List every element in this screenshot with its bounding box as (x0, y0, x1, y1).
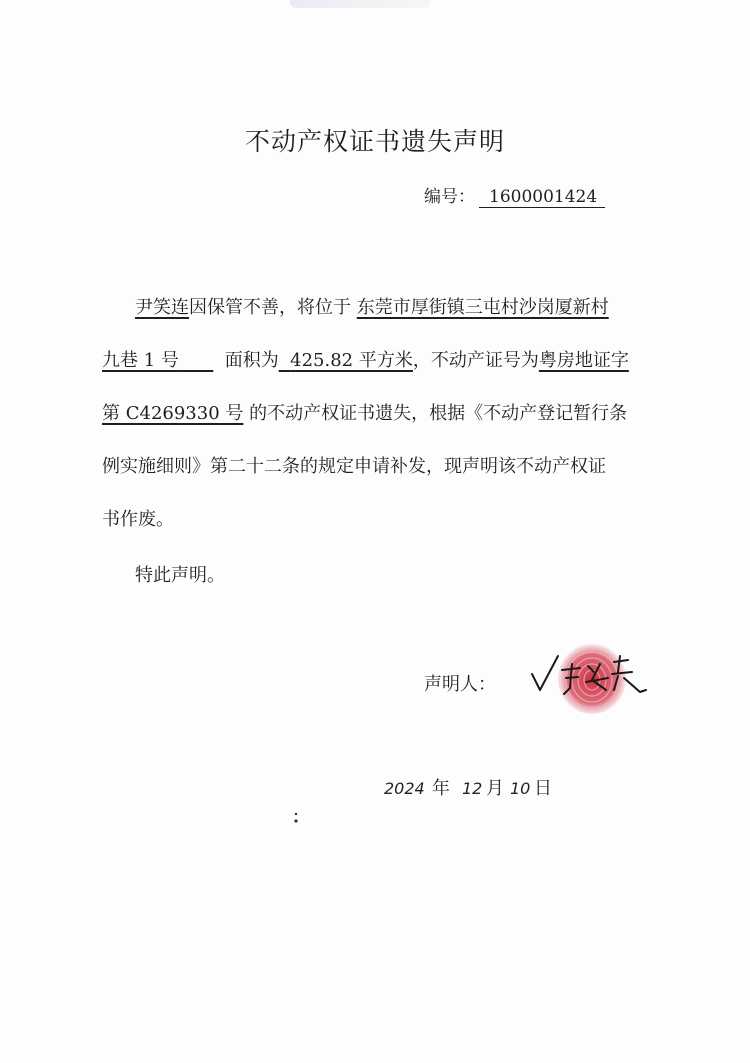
serial-number-row (424, 182, 605, 208)
date-year-char: 年 (432, 778, 450, 799)
body-line-1 (135, 296, 609, 320)
cert-number-part-b: 第 C4269330 号 (102, 403, 244, 424)
body-text-1: 因保管不善，将位于 (189, 297, 351, 318)
body-text-2: ，不动产证号为 (412, 350, 539, 371)
closing-statement: 特此声明。 (135, 565, 225, 586)
date-month: 12 (462, 779, 483, 798)
address-part-a: 东莞市厚街镇三屯村沙岗厦新村 (356, 297, 609, 318)
cert-number-part-a: 粤房地证字 (538, 350, 629, 371)
scan-smudge (290, 0, 430, 8)
signature-icon (528, 650, 648, 700)
date-month-char: 月 (486, 778, 504, 799)
body-line-4: 例实施细则》第二十二条的规定申请补发，现声明该不动产权证 (102, 456, 606, 477)
serial-label: 编号： (424, 187, 475, 207)
body-line-5: 书作废。 (102, 509, 174, 530)
declarant-label: 声明人： (424, 674, 496, 695)
owner-name: 尹笑连 (135, 297, 189, 318)
document-title: 不动产权证书遗失声明 (244, 127, 505, 156)
date-day-char: 日 (534, 778, 552, 799)
date-day: 10 (510, 779, 531, 798)
address-part-b: 九巷 1 号 (102, 350, 179, 371)
date-year: 2024 (384, 779, 425, 798)
date-row (384, 772, 564, 804)
body-line-2 (102, 349, 629, 373)
ink-speck (294, 812, 298, 826)
area-value: 425.82 平方米 (290, 350, 413, 371)
area-label: 面积为 (224, 350, 279, 371)
serial-number: 1600001424 (479, 187, 605, 208)
body-line-3 (102, 402, 627, 426)
body-text-3: 的不动产权证书遗失，根据《不动产登记暂行条 (249, 403, 628, 424)
